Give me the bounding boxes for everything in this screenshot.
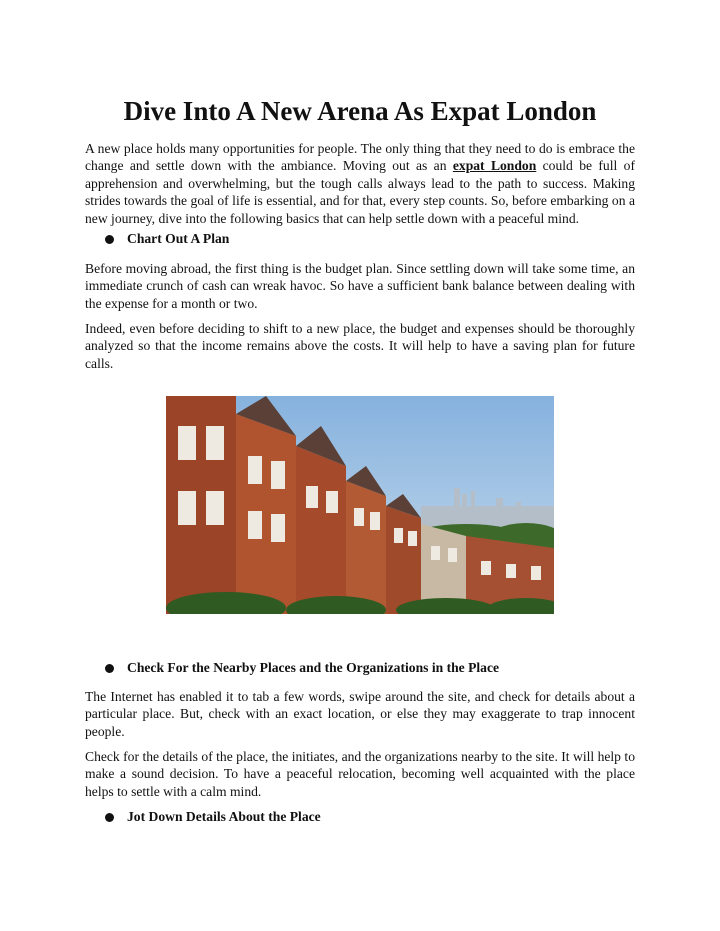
document-title: Dive Into A New Arena As Expat London — [123, 96, 597, 126]
section-heading-text: Jot Down Details About the Place — [127, 809, 321, 824]
bullet-icon — [105, 813, 114, 822]
london-houses-photo — [166, 396, 554, 614]
plan-paragraph-1: Before moving abroad, the first thing is the budget plan. Since settling down will take some time, an immediate crunch of cash can wreak havoc. So have a sufficient bank balance between dealing with the expense for a month or two. — [85, 261, 635, 311]
section-heading-nearby — [105, 659, 499, 677]
bullet-icon — [105, 664, 114, 673]
section-heading-text: Chart Out A Plan — [127, 231, 230, 246]
section-heading-plan — [105, 230, 229, 248]
plan-paragraph-2: Indeed, even before deciding to shift to a new place, the budget and expenses should be thoroughly analyzed so that the income remains above the costs. It will help to have a saving plan for future calls. — [85, 321, 635, 371]
intro-paragraph — [85, 140, 635, 227]
london-terraced-houses-photo-icon — [166, 396, 554, 614]
section-heading-jot — [105, 808, 321, 826]
bullet-icon — [105, 235, 114, 244]
expat-london-link[interactable]: expat London — [452, 158, 537, 174]
section-heading-text: Check For the Nearby Places and the Organizations in the Place — [127, 660, 500, 675]
intro-text-after: could be full of apprehension and overwhelming, but the tough calls always lead to the path to success. Making strides towards the goal of life is essential, and for that, every step counts. So, before embarking on a new journey, dive into the following basics that can help settle down with a peaceful mind. — [85, 158, 635, 226]
intro-text-before: A new place holds many opportunities for people. The only thing that they need to do is embrace the change and settle down with the ambiance. Moving out as an — [85, 141, 635, 174]
nearby-paragraph-2: Check for the details of the place, the initiates, and the organizations nearby to the site. It will help to make a sound decision. To have a peaceful relocation, becoming well acquainted with the place helps to settle with a calm mind. — [85, 749, 635, 799]
nearby-paragraph-1: The Internet has enabled it to tab a few words, swipe around the site, and check for details about a particular place. But, check with an exact location, or else they may exaggerate to trap innocent people. — [85, 689, 635, 739]
